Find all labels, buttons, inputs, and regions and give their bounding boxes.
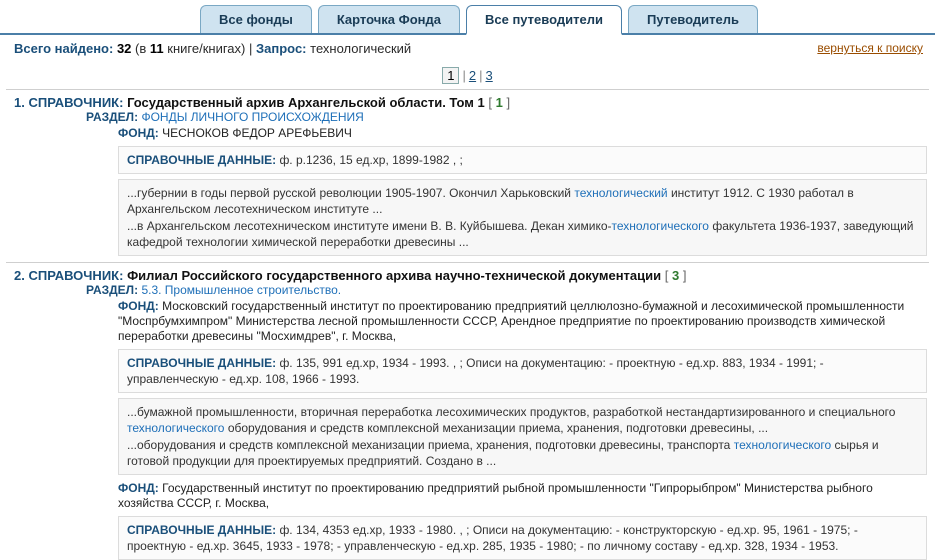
reference-data-value: ф. р.1236, 15 ед.хр, 1899-1982 , ; (279, 153, 463, 167)
query-label: Запрос: (256, 41, 307, 56)
page-3[interactable]: 3 (485, 68, 493, 83)
fond-row (118, 299, 927, 344)
result-title (14, 268, 927, 283)
razdel-row (86, 110, 927, 124)
result-number: 2. (14, 268, 25, 283)
razdel-label: РАЗДЕЛ: (86, 283, 139, 297)
reference-data-value: ф. 135, 991 ед.хр, 1934 - 1993. , ; Описи на документацию: - проектную - ед.хр. 883, 1934 - 1991; - управленческую - ед.хр. 108, 1966 - 1993. (127, 356, 824, 386)
tab-bar (0, 0, 935, 35)
reference-data-box (118, 146, 927, 174)
fond-label: ФОНД: (118, 299, 159, 313)
fond-value[interactable]: Государственный институт по проектированию предприятий рыбной промышленности "Гипрорыбпром" Министерства рыбного хозяйства СССР, г. Москва, (118, 481, 873, 510)
result-name[interactable]: Государственный архив Архангельской области. Том 1 (127, 95, 485, 110)
reference-data-box (118, 349, 927, 393)
result-name[interactable]: Филиал Российского государственного архива научно-технической документации (127, 268, 662, 283)
highlight-term: технологического (127, 421, 225, 435)
fond-value[interactable]: ЧЕСНОКОВ ФЕДОР АРЕФЬЕВИЧ (162, 126, 352, 140)
tab-fund-card[interactable]: Карточка Фонда (318, 5, 460, 33)
reference-data-box (118, 516, 927, 560)
reference-data-value: ф. 134, 4353 ед.хр, 1933 - 1980. , ; Описи на документацию: - конструкторскую - ед.хр. 95, 1961 - 1975; - проектную - ед.хр. 3645, 1933 - 1978; - управленческую - ед.хр. 285, 1935 - 1980; - по личному составу - ед.хр. 328, 1934 - 1953. (127, 523, 858, 553)
snippet: ...в Архангельском лесотехническом институте имени В. В. Куйбышева. Декан химико-технологического факультета 1936-1937, заведующий кафедрой технологии химической переработки древесины ... (127, 219, 914, 249)
query-value: технологический (310, 41, 412, 56)
pager-sep-2: | (479, 68, 483, 83)
result-item (0, 263, 935, 560)
summary-divider: | (249, 41, 253, 56)
fond-row (118, 481, 927, 511)
books-word: книге/книгах) (167, 41, 246, 56)
razdel-row (86, 283, 927, 297)
result-count: [ 1 ] (488, 95, 511, 110)
back-to-search-link[interactable]: вернуться к поиску (817, 41, 923, 55)
snippet: ...оборудования и средств комплексной механизации приема, хранения, подготовки древесины, транспорта технологического сырья и готовой продукции для проектируемых предприятий. Создано в ... (127, 438, 879, 468)
reference-data-label: СПРАВОЧНЫЕ ДАННЫЕ: (127, 523, 277, 537)
pagination (0, 65, 935, 89)
reference-data-label: СПРАВОЧНЫЕ ДАННЫЕ: (127, 153, 277, 167)
pager-sep-1: | (462, 68, 466, 83)
tab-all-funds[interactable]: Все фонды (200, 5, 312, 33)
search-summary (0, 35, 935, 65)
fond-row (118, 126, 927, 141)
razdel-value[interactable]: 5.3. Промышленное строительство. (141, 283, 342, 297)
razdel-label: РАЗДЕЛ: (86, 110, 139, 124)
result-kind: СПРАВОЧНИК: (28, 95, 124, 110)
found-count: 32 (116, 41, 132, 56)
books-count: 11 (149, 41, 164, 56)
result-title (14, 95, 927, 110)
fond-value[interactable]: Московский государственный институт по проектированию предприятий целлюлозно-бумажной и лесохимической промышленности "Моспрбумхимпром" Министерства лесной промышленности СССР, Арендное предприятие по проектированию производств химической переработки древесины "Мосхимдрев", г. Москва, (118, 299, 905, 343)
highlight-term: технологического (733, 438, 832, 452)
result-count: [ 3 ] (664, 268, 687, 283)
tab-guide[interactable]: Путеводитель (628, 5, 758, 33)
result-item (0, 90, 935, 256)
fond-label: ФОНД: (118, 126, 159, 140)
page-2[interactable]: 2 (468, 68, 477, 83)
result-number: 1. (14, 95, 25, 110)
snippet-box (118, 179, 927, 256)
fond-label: ФОНД: (118, 481, 159, 495)
razdel-value[interactable]: ФОНДЫ ЛИЧНОГО ПРОИСХОЖДЕНИЯ (141, 110, 364, 124)
snippet: ...губернии в годы первой русской революции 1905-1907. Окончил Харьковский технологический институт 1912. С 1930 работал в Архангельском лесотехническом институте ... (127, 186, 854, 216)
snippet: ...бумажной промышленности, вторичная переработка лесохимических продуктов, разработкой нестандартизированного и специального технологического оборудования и средств комплексной механизации приема, хранения, подготовки древесины, ... (127, 405, 896, 435)
snippet-box (118, 398, 927, 475)
highlight-term: технологический (574, 186, 668, 200)
highlight-term: технологического (611, 219, 709, 233)
result-kind: СПРАВОЧНИК: (28, 268, 124, 283)
tab-all-guides[interactable]: Все путеводители (466, 5, 622, 35)
page-1: 1 (442, 67, 459, 84)
in-open-paren: (в (135, 41, 147, 56)
found-label: Всего найдено: (14, 41, 114, 56)
reference-data-label: СПРАВОЧНЫЕ ДАННЫЕ: (127, 356, 277, 370)
